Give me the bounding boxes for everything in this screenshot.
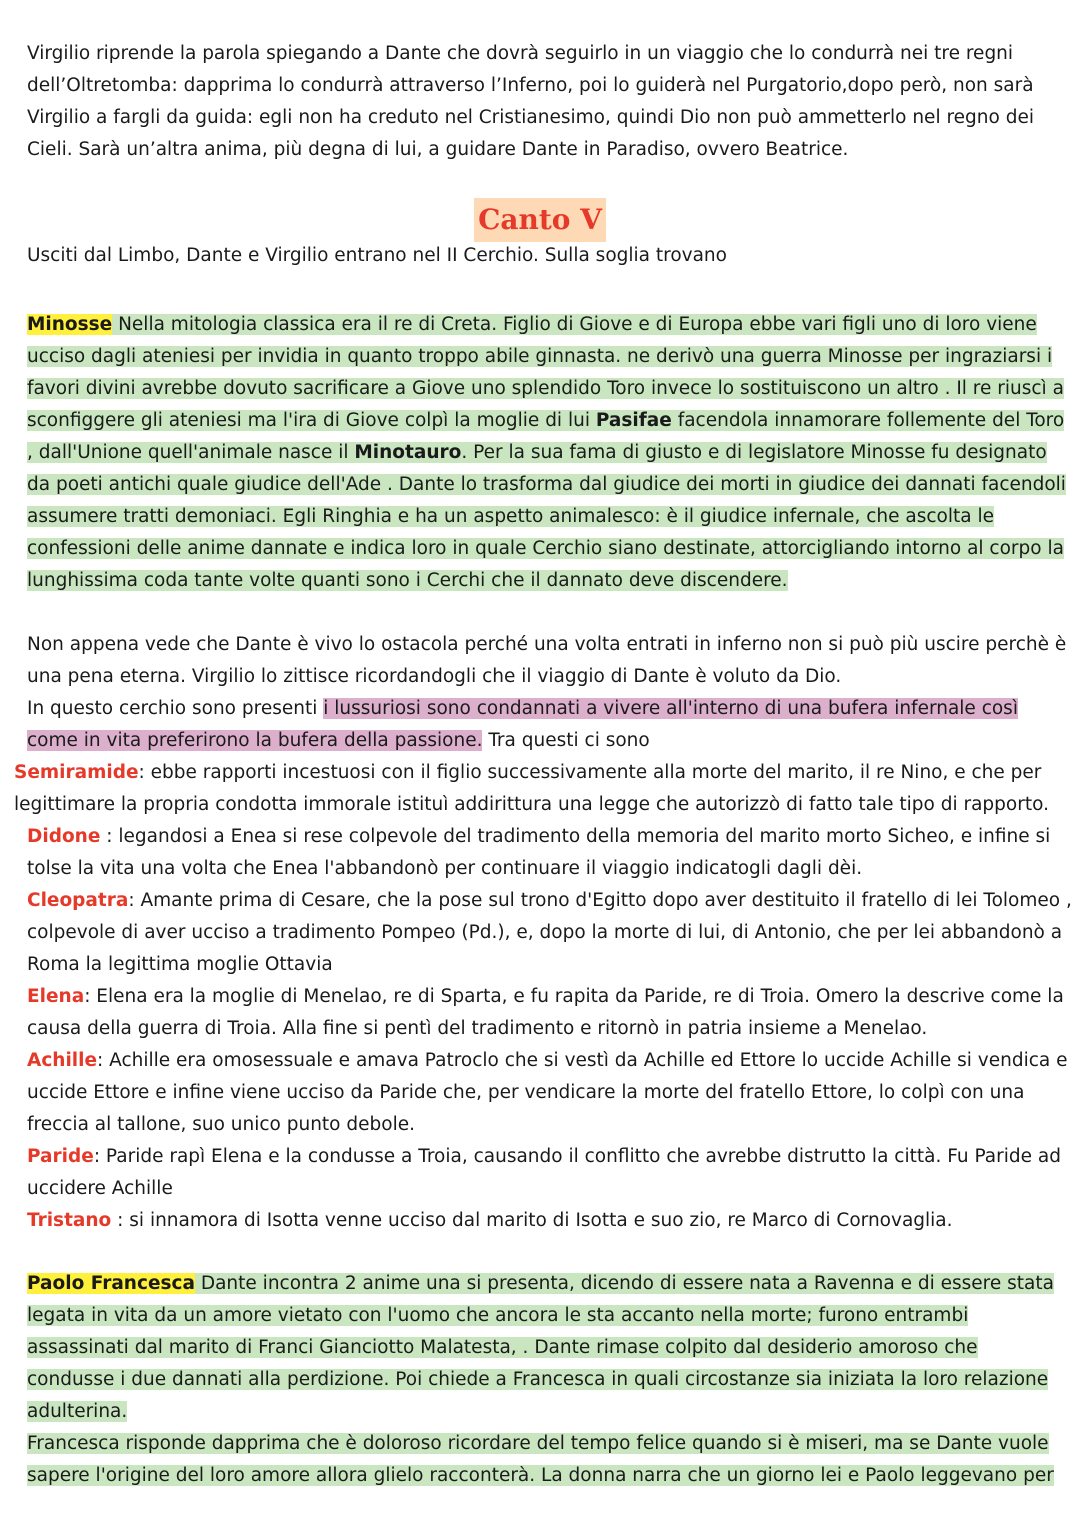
minosse-text-1: Nella mitologia classica era il re di Creta. Figlio di Giove e di Europa ebbe vari figli uno di loro viene ucciso dagli ateniesi per invidia in quanto troppo abile ginnasta. ne derivò una guerra Minosse per ingraziarsi i favori divini avrebbe dovuto sacrificare a Giove uno splendido Toro invece lo sostituiscono un altro . Il re riuscì a sconfiggere gli ateniesi ma l'ira di Giove colpì la moglie di lui [27, 314, 1064, 431]
character-text: legandosi a Enea si rese colpevole del tradimento della memoria del marito morto Sicheo, e infine si tolse la vita una volta che Enea l'abbandonò per continuare il viaggio indicatogli dagli dèi. [27, 826, 1051, 879]
after-text-2: In questo cerchio sono presenti [27, 698, 324, 719]
after-text-1: Non appena vede che Dante è vivo lo ostacola perché una volta entrati in inferno non si può più uscire perchè è una pena eterna. Virgilio lo zittisce ricordandogli che il viaggio di Dante è voluto da Dio. [27, 634, 1067, 687]
character-entry [14, 1141, 1074, 1205]
character-name: Semiramide [14, 762, 139, 783]
character-sep: : [111, 1210, 124, 1231]
character-name: Tristano [27, 1210, 112, 1231]
character-entry [14, 885, 1074, 981]
character-sep: : [100, 826, 113, 847]
character-name: Didone [27, 826, 101, 847]
character-text: Achille era omosessuale e amava Patroclo che si vestì da Achille ed Ettore lo uccide Achille si vendica e uccide Ettore e infine viene ucciso da Paride che, per vendicare la morte del fratello Ettore, lo colpì con una freccia al tallone, suo unico punto debole. [27, 1050, 1068, 1135]
character-text: Paride rapì Elena e la condusse a Troia, causando il conflitto che avrebbe distrutto la città. Fu Paride ad uccidere Achille [27, 1146, 1061, 1199]
character-list [14, 757, 1074, 1237]
character-text: ebbe rapporti incestuosi con il figlio successivamente alla morte del marito, il re Nino, e che per legittimare la propria condotta immorale istituì addirittura una legge che autorizzò di fatto tale tipo di rapporto. [14, 762, 1049, 815]
paolo-francesca-paragraph [27, 1268, 1067, 1428]
minotauro-name: Minotauro [354, 442, 462, 463]
character-sep: : [93, 1146, 101, 1167]
character-text: Elena era la moglie di Menelao, re di Sparta, e fu rapita da Paride, re di Troia. Omero la descrive come la causa della guerra di Troia. Alla fine si pentì del tradimento e ritornò in patria insieme a Menelao. [27, 986, 1064, 1039]
paolo-francesca-name: Paolo Francesca [27, 1273, 195, 1294]
character-entry [14, 757, 1074, 821]
character-sep: : [84, 986, 91, 1007]
character-entry [14, 821, 1074, 885]
character-sep: : [138, 762, 145, 783]
character-name: Achille [27, 1050, 98, 1071]
canto-title: Canto V [474, 198, 606, 242]
character-sep: : [128, 890, 135, 911]
intro-paragraph: Virgilio riprende la parola spiegando a Dante che dovrà seguirlo in un viaggio che lo condurrà nei tre regni dell’Oltretomba: dapprima lo condurrà attraverso l’Inferno, poi lo guiderà nel Purgatorio,dopo però, non sarà Virgilio a fargli da guida: egli non ha creduto nel Cristianesimo, quindi Dio non può ammetterlo nel regno dei Cieli. Sarà un’altra anima, più degna di lui, a guidare Dante in Paradiso, ovvero Beatrice. [27, 43, 1034, 160]
francesca-paragraph [27, 1428, 1067, 1492]
title-wrap [0, 198, 1080, 242]
character-text: si innamora di Isotta venne ucciso dal marito di Isotta e suo zio, re Marco di Cornovaglia. [123, 1210, 953, 1231]
character-entry [14, 981, 1074, 1045]
character-name: Paride [27, 1146, 94, 1167]
francesca-text: Francesca risponde dapprima che è doloroso ricordare del tempo felice quando si è miseri, ma se Dante vuole sapere l'origine del loro amore allora glielo racconterà. La donna narra che un giorno lei e Paolo leggevano per [27, 1433, 1054, 1486]
lussuriosi-highlight: i lussuriosi sono condannati a vivere all'interno di una bufera infernale così come in vita preferirono la bufera della passione. [27, 698, 1018, 751]
minosse-paragraph [27, 309, 1067, 597]
lead-paragraph: Usciti dal Limbo, Dante e Virgilio entrano nel II Cerchio. Sulla soglia trovano [27, 245, 727, 266]
minosse-text-3: . Per la sua fama di giusto e di legislatore Minosse fu designato da poeti antichi quale giudice dell'Ade . Dante lo trasforma dal giudice dei morti in giudice dei dannati facendoli assumere tratti demoniaci. Egli Ringhia e ha un aspetto animalesco: è il giudice infernale, che ascolta le confessioni delle anime dannate e indica loro in quale Cerchio siano destinate, attorcigliando intorno al corpo la lunghissima coda tante volte quanti sono i Cerchi che il dannato deve discendere. [27, 442, 1066, 591]
character-name: Cleopatra [27, 890, 129, 911]
character-sep: : [97, 1050, 104, 1071]
minosse-text-2: facendola innamorare follemente del Toro , dall'Unione quell'animale nasce il [27, 410, 1065, 463]
minosse-name: Minosse [27, 314, 113, 335]
pasifae-name: Pasifae [595, 410, 672, 431]
character-entry [14, 1045, 1074, 1141]
character-entry [14, 1205, 1074, 1237]
character-text: Amante prima di Cesare, che la pose sul trono d'Egitto dopo aver destituito il fratello di lei Tolomeo , colpevole di aver ucciso a tradimento Pompeo (Pd.), e, dopo la morte di lui, di Antonio, che per lei abbandonò a Roma la legittima moglie Ottavia [27, 890, 1072, 975]
character-name: Elena [27, 986, 85, 1007]
paolo-francesca-text: Dante incontra 2 anime una si presenta, dicendo di essere nata a Ravenna e di essere stata legata in vita da un amore vietato con l'uomo che ancora le sta accanto nella morte; furono entrambi assassinati dal marito di Franci Gianciotto Malatesta, . Dante rimase colpito dal desiderio amoroso che condusse i due dannati alla perdizione. Poi chiede a Francesca in quali circostanze sia iniziata la loro relazione adulterina. [27, 1273, 1054, 1422]
lussuriosi-paragraph [27, 629, 1067, 757]
after-text-3: Tra questi ci sono [482, 730, 650, 751]
